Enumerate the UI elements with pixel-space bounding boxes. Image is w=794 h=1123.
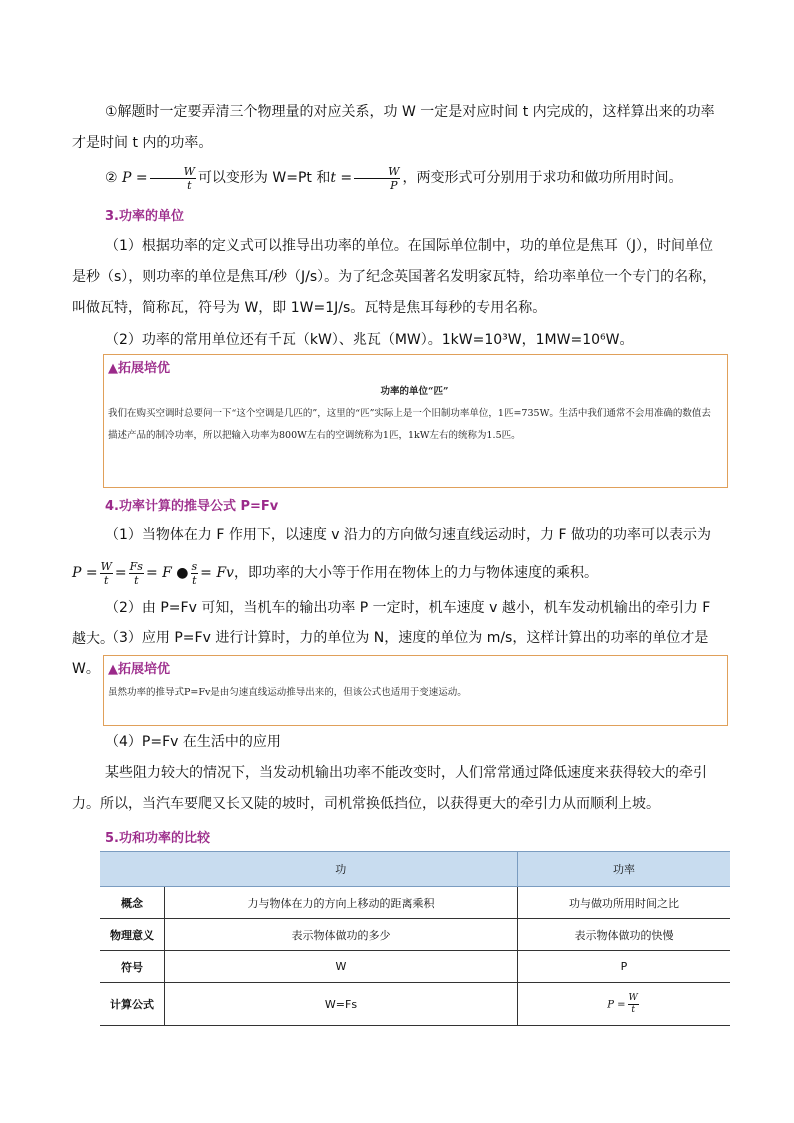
fraction-numerator: W [100,559,112,573]
power-cell [518,983,731,1026]
extension-box-variable-speed [103,655,728,726]
formula-p-lhs: P = [607,999,626,1010]
table-row [100,887,730,919]
formula-tail-text: ，即功率的大小等于作用在物体上的力与物体速度的乘积。 [233,565,598,581]
table-header-cell: 功 [165,852,518,887]
paragraph-power-unit-definition: （1）根据功率的定义式可以推导出功率的单位。在国际单位制中，功的单位是焦耳（J），时间单位是秒（s），则功率的单位是焦耳/秒（J/s）。为了纪念英国著名发明家瓦特，给功率单位一个专门的名称，叫做瓦特，简称瓦，符号为 W，即 1W=1J/s。瓦特是焦耳每秒的专用名称。 [72,238,717,316]
paragraph-pfv-units: （3）应用 P=Fv 进行计算时，力的单位为 N，速度的单位为 m/s，这样计算出的功率的单位才是 W。 [72,630,709,677]
formula-equals: = [114,565,127,581]
formula-equals-f-dot: = F ● [145,565,189,581]
paragraph-common-units: （2）功率的常用单位还有千瓦（kW）、兆瓦（MW）。1kW=10³W，1MW=10⁶W。 [105,332,634,348]
paragraph-pfv-application-body: 某些阻力较大的情况下，当发动机输出功率不能改变时，人们常常通过降低速度来获得较大的牵引力。所以，当汽车要爬又长又陡的坡时，司机常换低挡位，以获得更大的牵引力从而顺利上坡。 [72,765,707,812]
paragraph-formula-variants [72,163,724,194]
power-cell: 表示物体做功的快慢 [518,919,731,951]
extension-box-subtitle: 功率的单位“匹” [380,386,449,397]
fraction-denominator: t [104,573,109,587]
table-row [100,919,730,951]
fraction-denominator: t [134,573,139,587]
work-cell: 力与物体在力的方向上移动的距离乘积 [165,887,518,919]
fraction-denominator: P [390,178,398,192]
row-label: 物理意义 [100,919,165,951]
extension-box-title: ▲拓展培优 [108,662,170,677]
section-heading-comparison: 5.功和功率的比较 [105,831,210,846]
fraction-denominator: t [631,1004,635,1015]
fraction-w-over-t [100,560,113,587]
table-row [100,951,730,983]
work-cell: W [165,951,518,983]
row-label: 计算公式 [100,983,165,1026]
section-heading-power-unit: 3.功率的单位 [105,209,184,224]
formula-tail-text: ，两变形式可分别用于求功和做功所用时间。 [402,170,683,186]
paragraph-work-time-relation: ①解题时一定要弄清三个物理量的对应关系，功 W 一定是对应时间 t 内完成的，这样算出来的功率才是时间 t 内的功率。 [72,104,715,151]
fraction-numerator: W [354,165,400,179]
fraction-numerator: W [628,992,638,1003]
extension-box-body: 虽然功率的推导式P=Fv是由匀速直线运动推导出来的，但该公式也适用于变速运动。 [108,687,467,698]
section-heading-pfv: 4.功率计算的推导公式 P=Fv [105,499,279,514]
extension-box-body: 我们在购买空调时总要问一下“这个空调是几匹的”，这里的“匹”实际上是一个旧制功率单位，1匹=735W。生活中我们通常不会用准确的数值去描述产品的制冷功率，所以把输入功率为800W左右的空调统称为1匹，1kW左右的统称为1.5匹。 [108,408,711,441]
work-power-comparison-table [100,851,730,1026]
extension-box-horsepower [103,354,728,488]
row-label: 概念 [100,887,165,919]
formula-p-lhs: P = [122,170,148,186]
fraction-w-over-p [354,165,400,192]
formula-connector-text: 可以变形为 W=Pt 和 [197,170,331,186]
fraction-denominator: t [192,573,197,587]
circled-number: ② [105,170,118,186]
fraction-denominator: t [187,178,192,192]
extension-box-title: ▲拓展培优 [108,361,170,376]
power-cell: 功与做功所用时间之比 [518,887,731,919]
table-header-cell: 功率 [518,852,731,887]
fraction-fs-over-t [129,560,144,587]
fraction-numerator: Fs [129,559,143,573]
table-row [100,983,730,1026]
work-cell: 表示物体做功的多少 [165,919,518,951]
paragraph-pfv-derivation [72,558,724,589]
fraction-numerator: W [150,165,196,179]
fraction-w-over-t [628,993,639,1016]
fraction-w-over-t [150,165,196,192]
formula-p-lhs: P = [72,565,98,581]
formula-equals-fv: = Fv [200,565,234,581]
fraction-numerator: s [191,559,198,573]
work-cell: W=Fs [165,983,518,1026]
row-label: 符号 [100,951,165,983]
fraction-s-over-t [191,560,199,587]
power-cell: P [518,951,731,983]
table-header-row [100,852,730,887]
paragraph-pfv-intro: （1）当物体在力 F 作用下，以速度 v 沿力的方向做匀速直线运动时，力 F 做功的功率可以表示为 [105,527,711,543]
paragraph-pfv-application-title: （4）P=Fv 在生活中的应用 [105,734,281,750]
paragraph-pfv-traction: （2）由 P=Fv 可知，当机车的输出功率 P 一定时，机车速度 v 越小，机车发动机输出的牵引力 F 越大。 [72,600,711,647]
table-header-cell [100,852,165,887]
formula-t-lhs: t = [330,170,353,186]
